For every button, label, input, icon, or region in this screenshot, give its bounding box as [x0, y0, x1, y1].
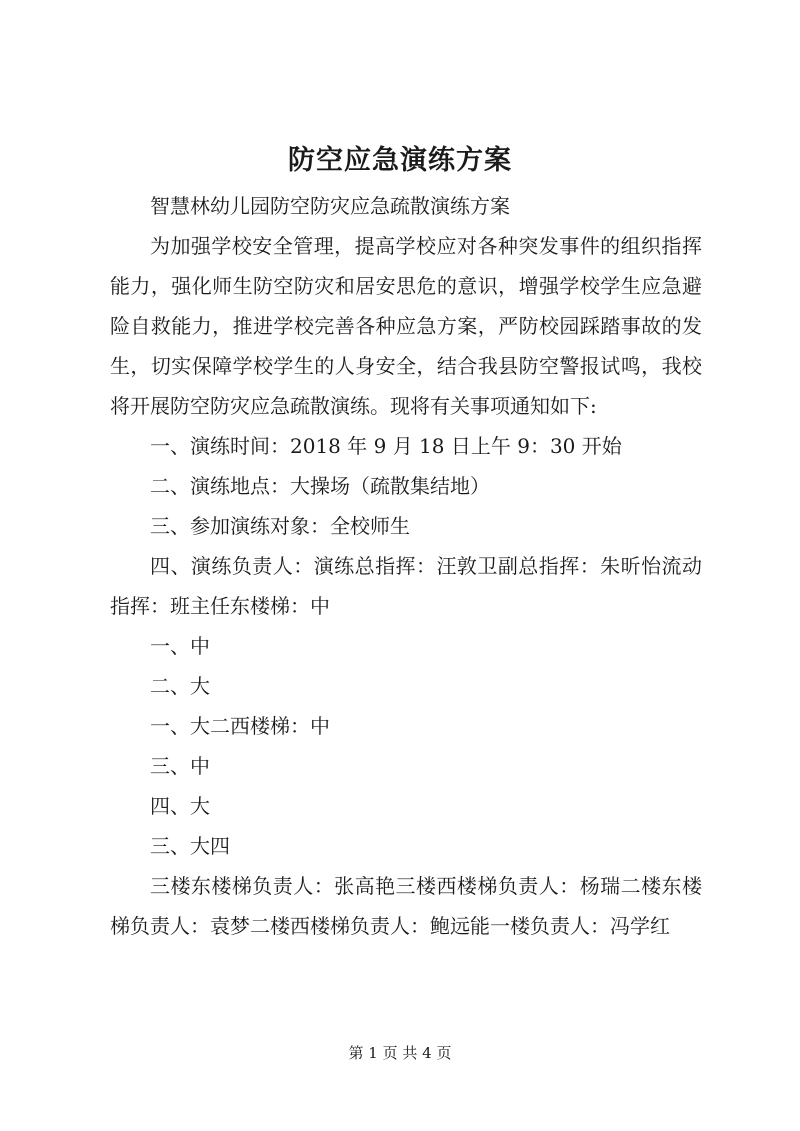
- paragraph-participants: 三、参加演练对象：全校师生: [150, 514, 410, 538]
- paragraph-item: 三、中: [150, 754, 210, 778]
- document-body: [110, 186, 702, 946]
- paragraph-item: 三、大四: [150, 834, 230, 858]
- paragraph-intro: 为加强学校安全管理，提高学校应对各种突发事件的组织指挥能力，强化师生防空防灾和居安思危的意识，增强学校学生应急避险自救能力，推进学校完善各种应急方案，严防校园踩踏事故的发生，切实保障学校学生的人身安全，结合我县防空警报试鸣，我校将开展防空防灾应急疏散演练。现将有关事项通知如下:: [110, 234, 702, 418]
- paragraph-item: 一、中: [150, 634, 210, 658]
- paragraph-item: 二、大: [150, 674, 210, 698]
- page-footer: 第 1 页 共 4 页: [348, 1044, 452, 1062]
- paragraph-stairway-leaders: 三楼东楼梯负责人：张高艳三楼西楼梯负责人：杨瑞二楼东楼梯负责人：袁梦二楼西楼梯负责人：鲍远能一楼负责人：冯学红: [110, 874, 702, 938]
- document-title: 防空应急演练方案: [288, 145, 512, 176]
- paragraph-drill-time: 一、演练时间：2018 年 9 月 18 日上午 9：30 开始: [150, 434, 622, 458]
- paragraph-item: 四、大: [150, 794, 210, 818]
- paragraph-responsible-persons: 四、演练负责人：演练总指挥：汪敦卫副总指挥：朱昕怡流动指挥：班主任东楼梯：中: [110, 554, 702, 618]
- paragraph-subtitle: 智慧林幼儿园防空防灾应急疏散演练方案: [150, 194, 510, 218]
- paragraph-drill-location: 二、演练地点：大操场（疏散集结地）: [150, 474, 490, 498]
- paragraph-item: 一、大二西楼梯：中: [150, 714, 330, 738]
